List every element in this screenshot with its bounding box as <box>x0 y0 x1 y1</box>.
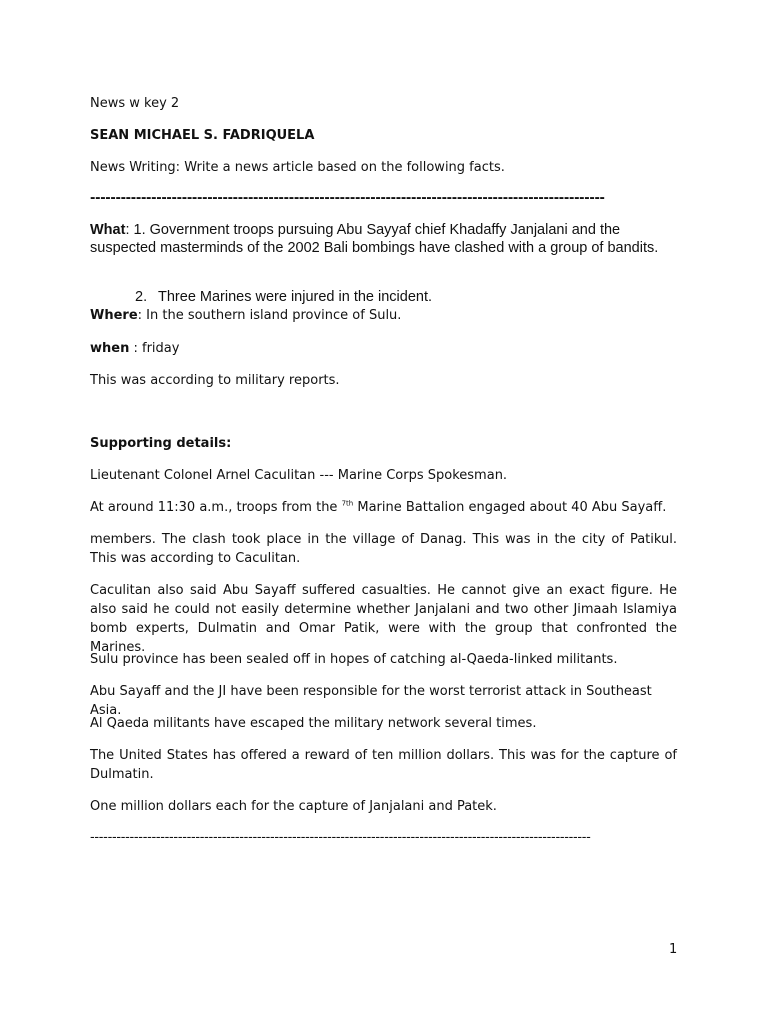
supporting-heading: Supporting details: <box>90 436 232 451</box>
when-label: when <box>90 341 130 356</box>
supporting-p1: Lieutenant Colonel Arnel Caculitan --- Marine Corps Spokesman. <box>90 468 508 483</box>
where-sep: : <box>137 308 147 323</box>
document-page <box>90 0 677 1024</box>
supporting-p9: One million dollars each for the capture of Janjalani and Patek. <box>90 799 497 814</box>
instruction-text: News Writing: Write a news article based on the following facts. <box>90 160 505 175</box>
fact2-number: 2. <box>135 289 148 305</box>
supporting-p5: Sulu province has been sealed off in hopes of catching al-Qaeda-linked militants. <box>90 652 618 667</box>
what-fact-2 <box>135 288 675 306</box>
where-line <box>90 306 677 325</box>
fact1-number: 1. <box>133 222 150 238</box>
fact1-text: Government troops pursuing Abu Sayyaf chief Khadaffy Janjalani and the suspected masterminds of the 2002 Bali bombings have clashed with a group of bandits. <box>90 222 659 256</box>
supporting-p7: Al Qaeda militants have escaped the military network several times. <box>90 716 537 731</box>
when-sep: : <box>129 341 142 356</box>
source-note: This was according to military reports. <box>90 373 340 388</box>
doc-title: News w key 2 <box>90 96 180 111</box>
what-fact-1 <box>90 221 677 257</box>
when-line <box>90 339 677 358</box>
divider-top: ----------------------------------------------------------------------------------------------------- <box>90 191 605 206</box>
where-value: In the southern island province of Sulu. <box>146 308 402 323</box>
divider-bottom: ------------------------------------------------------------------------------------------------------------------ <box>90 830 591 845</box>
supporting-p4: Caculitan also said Abu Sayaff suffered casualties. He cannot give an exact figure. He also said he could not easily determine whether Janjalani and two other Jimaah Islamiya bomb experts, Dulmatin and Omar Patik, were with the group that confronted the Marines. <box>90 583 677 655</box>
p2-after: Marine Battalion engaged about 40 Abu Sayaff. <box>353 500 667 515</box>
author-name: SEAN MICHAEL S. FADRIQUELA <box>90 128 315 143</box>
when-value: friday <box>142 341 180 356</box>
p2-before: At around 11:30 a.m., troops from the <box>90 500 342 515</box>
p2-superscript: 7th <box>341 499 354 508</box>
fact2-text: Three Marines were injured in the incident. <box>158 289 433 305</box>
supporting-p2 <box>90 498 677 517</box>
supporting-p6: Abu Sayaff and the JI have been responsible for the worst terrorist attack in Southeast Asia. <box>90 684 652 718</box>
supporting-p8: The United States has offered a reward of ten million dollars. This was for the capture of Dulmatin. <box>90 748 677 782</box>
what-sep: : <box>125 222 134 238</box>
where-label: Where <box>90 308 138 323</box>
page-number: 1 <box>669 942 678 957</box>
supporting-p3: members. The clash took place in the village of Danag. This was in the city of Patikul. This was according to Caculitan. <box>90 532 677 566</box>
what-label: What <box>90 222 126 238</box>
